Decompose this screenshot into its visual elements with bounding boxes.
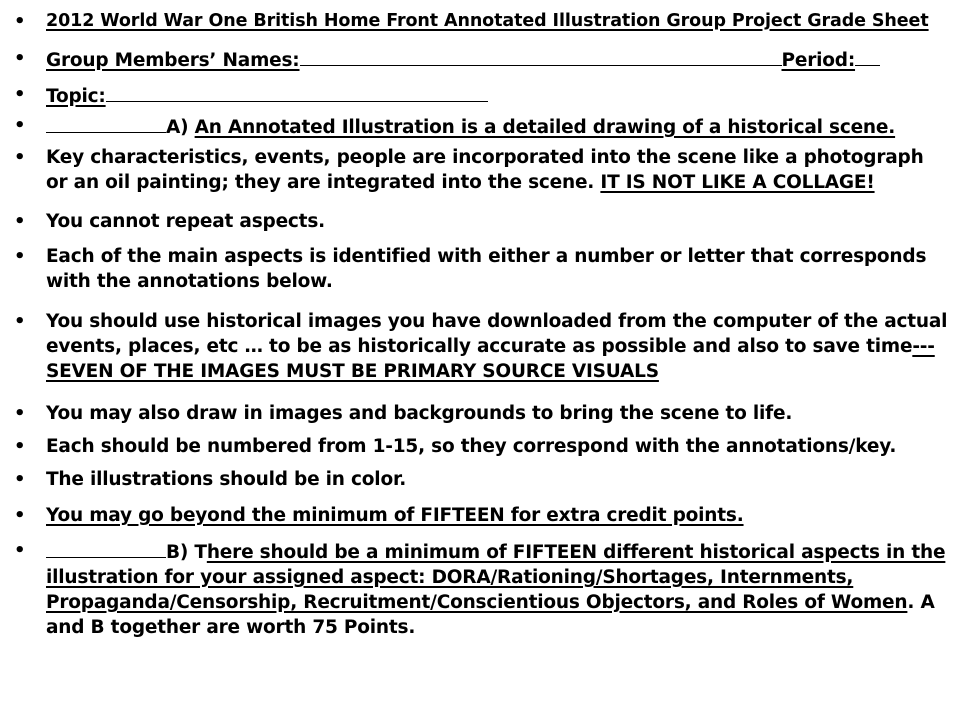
no-repeat-text: You cannot repeat aspects.	[46, 211, 325, 232]
bullet-icon: •	[14, 436, 26, 457]
criterion-a-prefix: A)	[166, 117, 195, 138]
criterion-b-points: . A and B together are worth 75 Points.	[46, 592, 935, 638]
bullet-icon: •	[14, 84, 26, 105]
period-blank	[855, 46, 880, 66]
historical-images-text: You should use historical images you have downloaded from the computer of the actual events, places, etc … to be as historically accurate as possible and also to save time	[46, 311, 948, 357]
criterion-b	[46, 538, 951, 640]
period-label: Period:	[781, 50, 856, 71]
draw-images-text: You may also draw in images and backgrounds to bring the scene to life.	[46, 403, 793, 424]
bullet-icon: •	[14, 211, 26, 232]
topic-label: Topic:	[46, 86, 106, 107]
bullet-icon: •	[14, 48, 26, 69]
primary-source-note: --- SEVEN OF THE IMAGES MUST BE PRIMARY SOURCE VISUALS	[46, 336, 935, 382]
extra-credit-rule	[46, 503, 951, 528]
historical-images-rule	[46, 309, 951, 384]
page-title	[46, 9, 951, 34]
bullet-icon: •	[14, 11, 26, 32]
numbering-rule	[46, 434, 951, 459]
draw-images-rule	[46, 401, 951, 426]
criterion-a	[46, 113, 951, 140]
topic-blank	[106, 82, 488, 102]
bullet-icon: •	[14, 469, 26, 490]
identification-rule	[46, 244, 951, 294]
group-members-line	[46, 46, 951, 73]
score-blank-a	[46, 113, 166, 133]
key-characteristics	[46, 145, 951, 195]
bullet-icon: •	[14, 540, 26, 561]
topic-line	[46, 82, 951, 109]
identification-text: Each of the main aspects is identified with either a number or letter that corresponds with the annotations below.	[46, 246, 927, 292]
not-collage-note: IT IS NOT LIKE A COLLAGE!	[600, 172, 875, 193]
group-members-blank	[300, 46, 782, 66]
bullet-icon: •	[14, 311, 26, 332]
color-rule	[46, 467, 951, 492]
extra-credit-text: You may go beyond the minimum of FIFTEEN for extra credit points.	[46, 505, 744, 526]
color-text: The illustrations should be in color.	[46, 469, 407, 490]
bullet-icon: •	[14, 403, 26, 424]
bullet-icon: •	[14, 147, 26, 168]
criterion-b-prefix: B) T	[166, 542, 207, 563]
criterion-a-text: An Annotated Illustration is a detailed drawing of a historical scene.	[194, 117, 896, 138]
title-text: 2012 World War One British Home Front Annotated Illustration Group Project Grade Sheet	[46, 11, 929, 31]
bullet-icon: •	[14, 246, 26, 267]
numbering-text: Each should be numbered from 1-15, so they correspond with the annotations/key.	[46, 436, 897, 457]
criterion-b-underlined: here should be a minimum of FIFTEEN different historical aspects in the illustration for your assigned aspect: DORA/Rationing/Shortages, Internments, Propaganda/Censorship, Recruitment/Conscientious Objectors, and Roles of Women	[46, 542, 946, 613]
key-characteristics-text: Key characteristics, events, people are incorporated into the scene like a photograph or an oil painting; they are integrated into the scene.	[46, 147, 924, 193]
no-repeat-rule	[46, 209, 951, 234]
bullet-icon: •	[14, 115, 26, 136]
score-blank-b	[46, 538, 166, 558]
bullet-icon: •	[14, 505, 26, 526]
group-members-label: Group Members’ Names:	[46, 50, 300, 71]
